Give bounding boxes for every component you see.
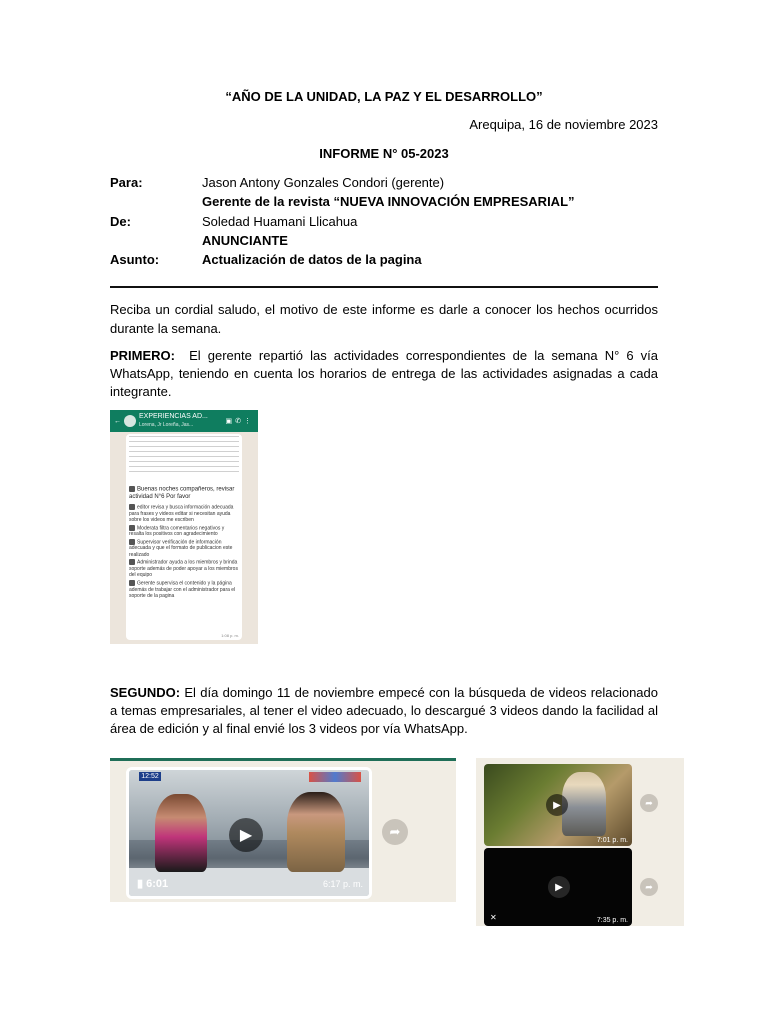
video-thumbnail-garden	[484, 764, 632, 846]
segundo-paragraph	[110, 684, 658, 738]
play-icon[interactable]: ▶	[229, 818, 263, 852]
chat-title: EXPERIENCIAS AD...	[139, 413, 208, 420]
whatsapp-screenshot	[110, 410, 258, 644]
video-screenshot-2-3	[476, 758, 684, 926]
video-call-icon: ▣	[225, 418, 236, 425]
message-bubble-1	[126, 434, 242, 508]
message-2-line-4: Administrador ayuda a los miembros y brinda soporte además de poder apoyar a los miembros del equipo	[129, 559, 238, 579]
message-2-line-2: Moderata filtra comentarios negativos y resalta los positivos con agradecimiento	[129, 524, 225, 538]
message-2-line-1: editor revisa y busca información adecuada para frases y videos editar si necesitan ayuda sobre los videos me escriben	[129, 504, 234, 524]
primero-label: PRIMERO:	[110, 348, 175, 363]
avatar	[124, 415, 136, 427]
primero-text: El gerente repartió las actividades correspondientes de la semana N° 6 vía WhatsApp, teniendo en cuenta los horarios de entrega de las actividades asignadas a cada integrante.	[110, 348, 658, 399]
flags-decoration	[309, 772, 361, 782]
para-role: Gerente de la revista “NUEVA INNOVACIÓN EMPRESARIAL”	[202, 194, 575, 209]
share-icon[interactable]: ➦	[640, 794, 658, 812]
asunto-label: Asunto:	[110, 252, 160, 267]
separator-line	[110, 286, 658, 288]
presenter-left	[155, 794, 207, 872]
faded-message-lines	[129, 436, 239, 472]
check-icon	[129, 525, 135, 531]
de-name: Soledad Huamani Llicahua	[202, 214, 358, 229]
video-duration: ▮ 6:01	[137, 878, 169, 890]
place-date: Arequipa, 16 de noviembre 2023	[469, 117, 658, 132]
intro-paragraph: Reciba un cordial saludo, el motivo de este informe es darle a conocer los hechos ocurridos durante la semana.	[110, 302, 658, 336]
channel-badge: 12:52	[139, 772, 161, 781]
presenter-right	[287, 792, 345, 872]
play-icon[interactable]: ▶	[546, 794, 568, 816]
check-icon	[129, 504, 135, 510]
segundo-label: SEGUNDO:	[110, 685, 181, 700]
message-2-line-5: Gerente supervisa el contenido y la página además de trabajar con el administrador para el soporte de la pagina	[129, 580, 236, 599]
message-bubble-2	[126, 502, 242, 640]
check-icon	[129, 486, 135, 492]
gardener-figure	[562, 772, 606, 836]
message-2-time: 1:08 p. m.	[221, 632, 239, 638]
de-label: De:	[110, 214, 131, 229]
play-icon[interactable]: ▶	[548, 876, 570, 898]
de-role: ANUNCIANTE	[202, 233, 288, 248]
video-2-time: 7:01 p. m.	[596, 837, 628, 844]
video-thumbnail-dark	[484, 848, 632, 926]
video-screenshot-1	[110, 758, 456, 902]
asunto-text: Actualización de datos de la pagina	[202, 252, 422, 267]
segundo-text: El día domingo 11 de noviembre empecé con la búsqueda de videos relacionado a temas empresariales, al tener el video adecuado, lo descargué 3 videos dando la facilidad al área de edición y al final envié los 3 videos por vía WhatsApp.	[110, 685, 658, 736]
message-1-text: Buenas noches compañeros, revisar actividad N°6 Por favor	[129, 486, 235, 501]
share-icon[interactable]: ➦	[382, 819, 408, 845]
video-time: 6:17 p. m.	[322, 879, 363, 889]
check-icon	[129, 580, 135, 586]
para-name: Jason Antony Gonzales Condori (gerente)	[202, 175, 445, 190]
report-title: INFORME N° 05-2023	[319, 146, 449, 161]
motto: “AÑO DE LA UNIDAD, LA PAZ Y EL DESARROLLO”	[225, 89, 543, 104]
share-icon[interactable]: ➦	[640, 878, 658, 896]
phone-icon: ✆	[235, 418, 244, 425]
video-3-time: 7:35 p. m.	[596, 917, 628, 924]
primero-paragraph	[110, 347, 658, 401]
para-label: Para:	[110, 175, 143, 190]
message-2-line-3: Supervisor verificación de información adecuada y que el formato de publicacion este realizado	[129, 539, 233, 558]
close-icon: ✕	[490, 913, 497, 922]
menu-icon: ⋮	[244, 418, 254, 425]
chat-header	[110, 410, 258, 432]
chat-subtitle: Lorena, Jr Loreña, Jas...	[139, 422, 194, 428]
back-arrow-icon: ←	[114, 417, 121, 425]
video-thumbnail-news	[126, 767, 372, 899]
check-icon	[129, 539, 135, 545]
check-icon	[129, 559, 135, 565]
